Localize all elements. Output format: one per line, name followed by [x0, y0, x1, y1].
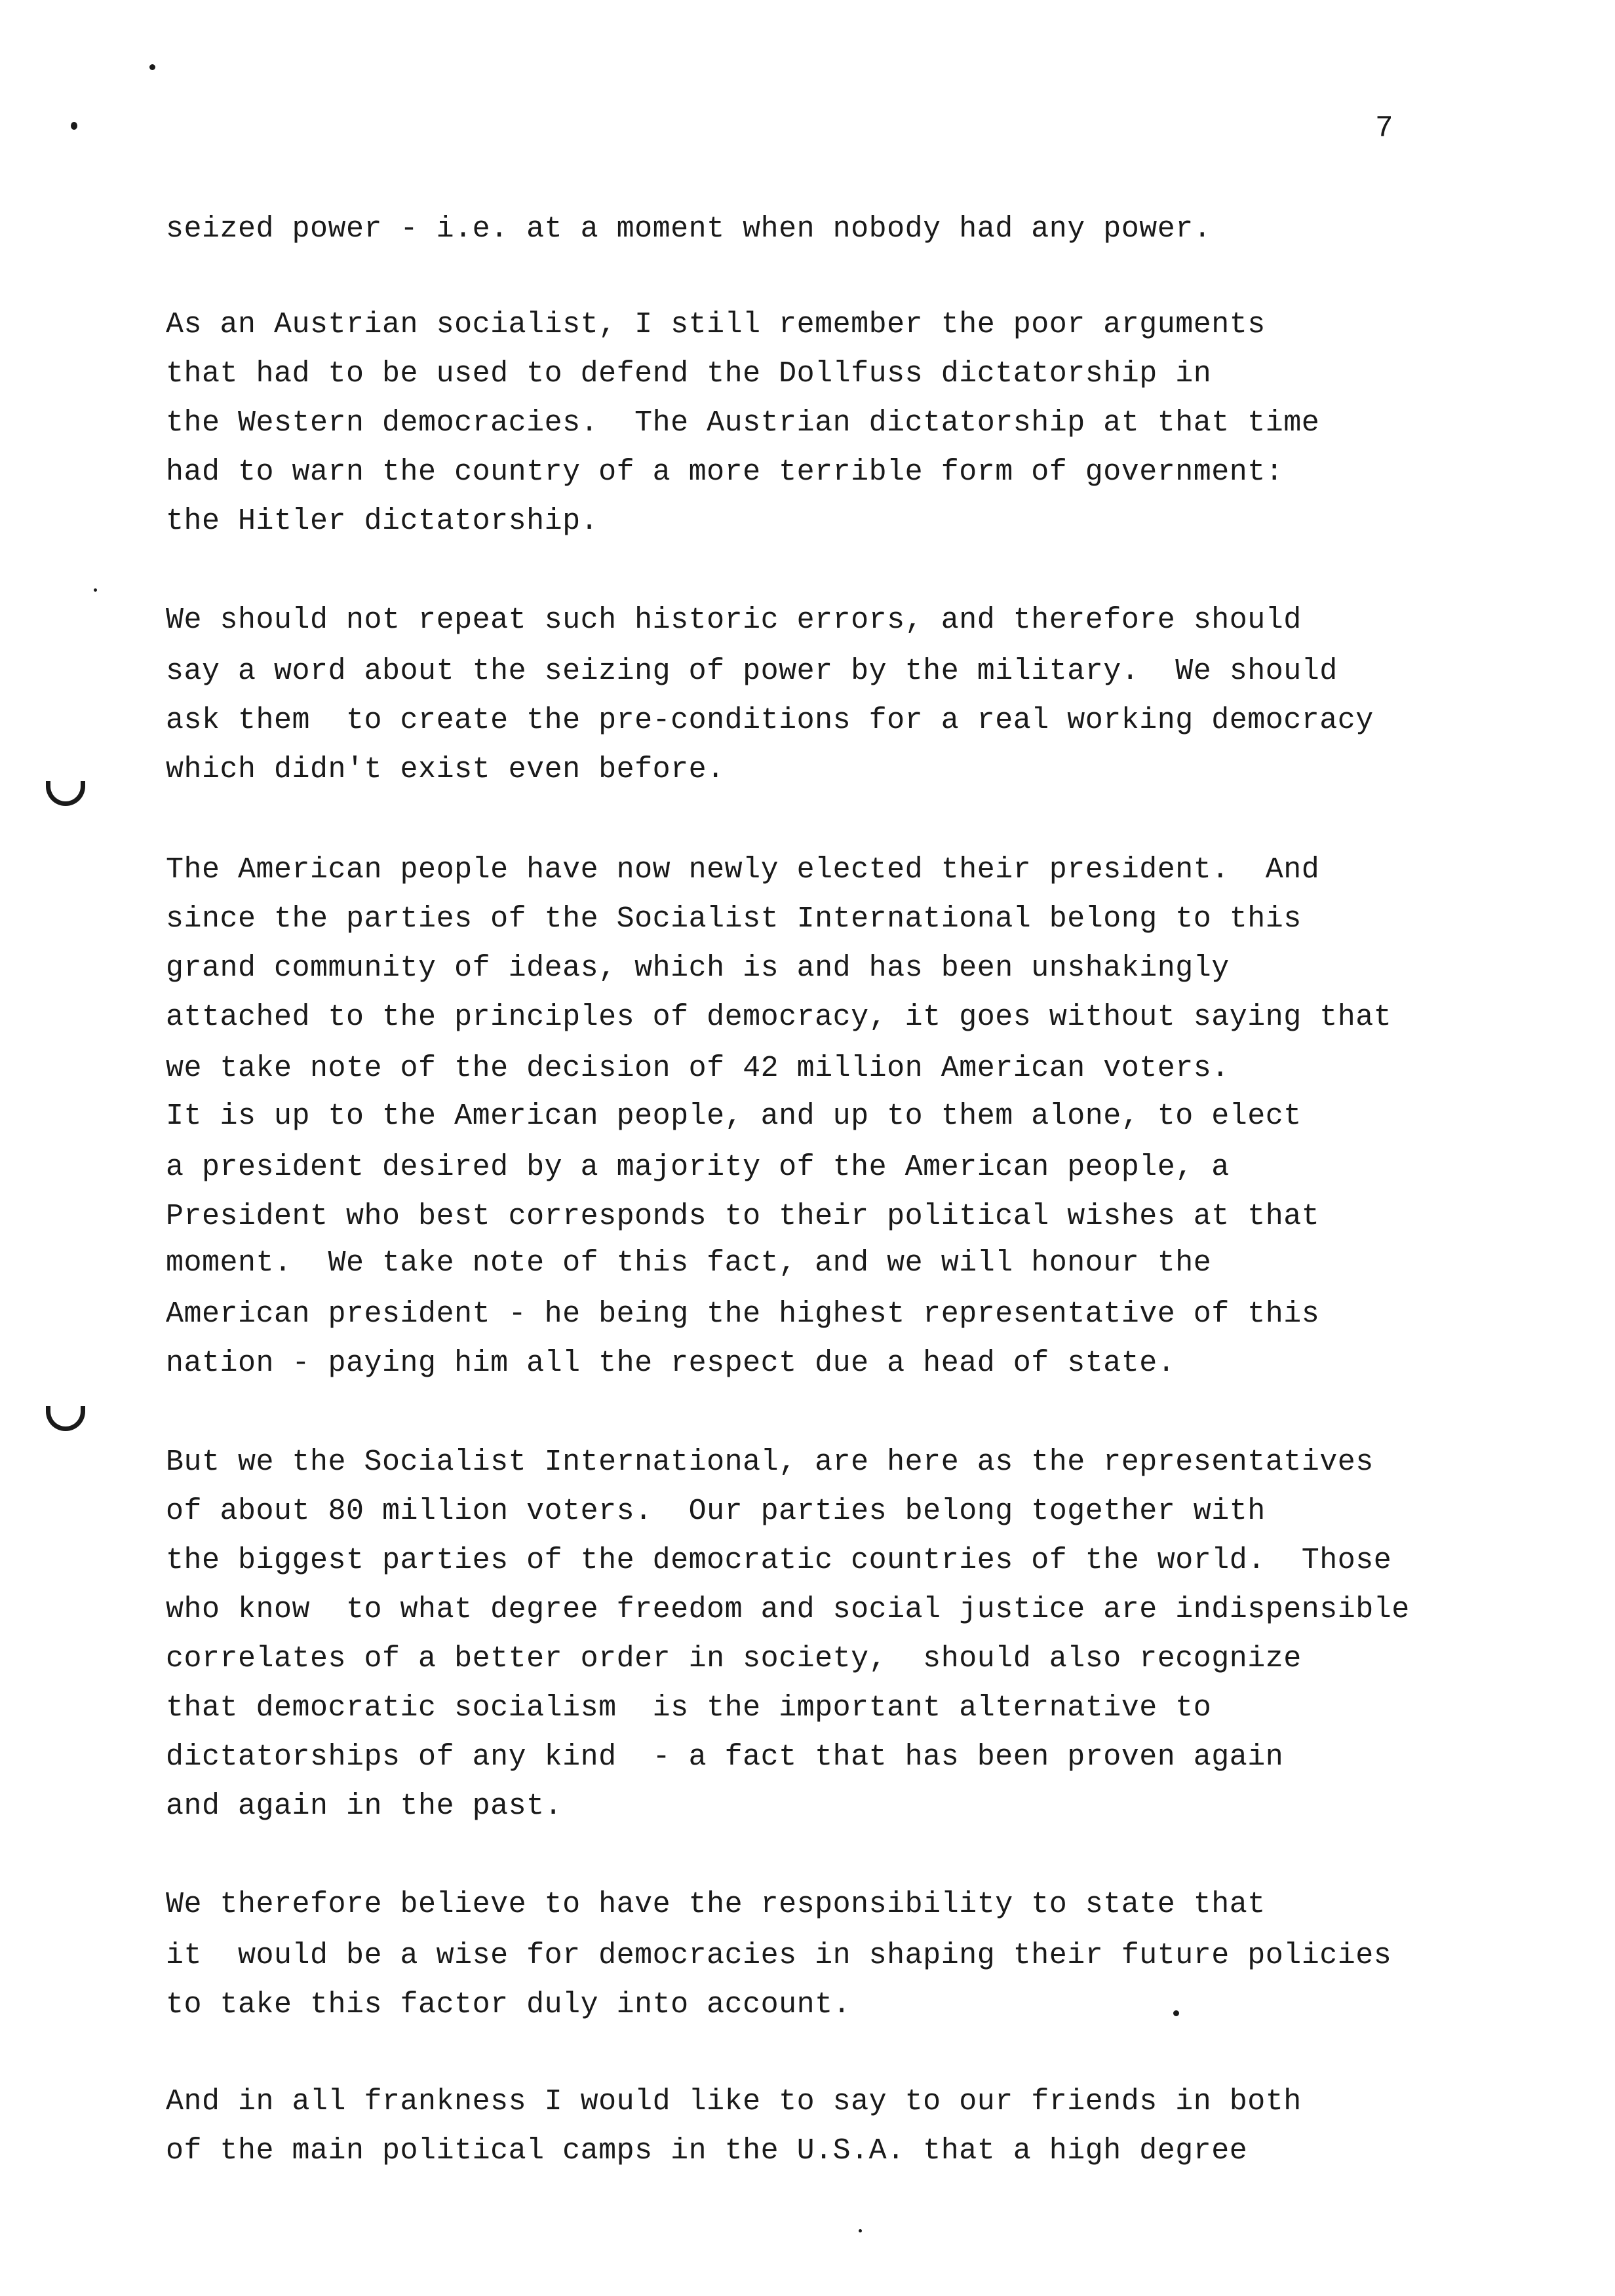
- text-line: grand community of ideas, which is and has been unshakingly: [166, 951, 1230, 985]
- text-line: and again in the past.: [166, 1789, 563, 1823]
- binder-hole-mark: [46, 1406, 85, 1431]
- text-line: As an Austrian socialist, I still remember the poor arguments: [166, 308, 1266, 341]
- text-line: it would be a wise for democracies in shaping their future policies: [166, 1939, 1392, 1972]
- text-line: a president desired by a majority of the American people, a: [166, 1151, 1230, 1184]
- text-line: that had to be used to defend the Dollfuss dictatorship in: [166, 357, 1212, 391]
- text-line: we take note of the decision of 42 million American voters.: [166, 1052, 1230, 1085]
- text-line: correlates of a better order in society, should also recognize: [166, 1642, 1302, 1675]
- page-number: 7: [1375, 111, 1393, 145]
- text-line: say a word about the seizing of power by the military. We should: [166, 655, 1338, 688]
- text-line: of the main political camps in the U.S.A. that a high degree: [166, 2134, 1248, 2168]
- text-line: American president - he being the highest representative of this: [166, 1297, 1320, 1331]
- text-line: moment. We take note of this fact, and we will honour the: [166, 1246, 1212, 1280]
- text-line: to take this factor duly into account.: [166, 1988, 851, 2021]
- scan-speck: [1173, 2010, 1179, 2016]
- text-line: attached to the principles of democracy, it goes without saying that: [166, 1001, 1392, 1034]
- text-line: We should not repeat such historic errors, and therefore should: [166, 603, 1302, 637]
- text-line: It is up to the American people, and up to them alone, to elect: [166, 1100, 1302, 1133]
- scan-speck: [859, 2229, 862, 2232]
- text-line: since the parties of the Socialist International belong to this: [166, 902, 1302, 936]
- text-line: And in all frankness I would like to say to our friends in both: [166, 2085, 1302, 2118]
- text-line: that democratic socialism is the important alternative to: [166, 1691, 1212, 1725]
- text-line: which didn't exist even before.: [166, 753, 725, 786]
- binder-hole-mark: [46, 781, 85, 806]
- text-line: the biggest parties of the democratic countries of the world. Those: [166, 1544, 1392, 1577]
- text-line: But we the Socialist International, are here as the representatives: [166, 1445, 1374, 1479]
- text-line: had to warn the country of a more terrible form of government:: [166, 455, 1284, 489]
- scan-speck: [149, 64, 155, 70]
- text-line: the Hitler dictatorship.: [166, 505, 599, 538]
- scan-speck: [94, 588, 97, 592]
- text-line: The American people have now newly elected their president. And: [166, 853, 1320, 887]
- scan-speck: [71, 122, 77, 130]
- text-line: of about 80 million voters. Our parties belong together with: [166, 1495, 1266, 1528]
- text-line: President who best corresponds to their political wishes at that: [166, 1200, 1320, 1233]
- text-line: We therefore believe to have the responsibility to state that: [166, 1888, 1266, 1921]
- text-line: the Western democracies. The Austrian dictatorship at that time: [166, 406, 1320, 440]
- text-line: dictatorships of any kind - a fact that has been proven again: [166, 1740, 1284, 1774]
- text-line: ask them to create the pre-conditions for a real working democracy: [166, 704, 1374, 737]
- text-line: nation - paying him all the respect due a head of state.: [166, 1347, 1176, 1380]
- text-line: who know to what degree freedom and social justice are indispensible: [166, 1593, 1410, 1626]
- text-line: seized power - i.e. at a moment when nobody had any power.: [166, 212, 1212, 246]
